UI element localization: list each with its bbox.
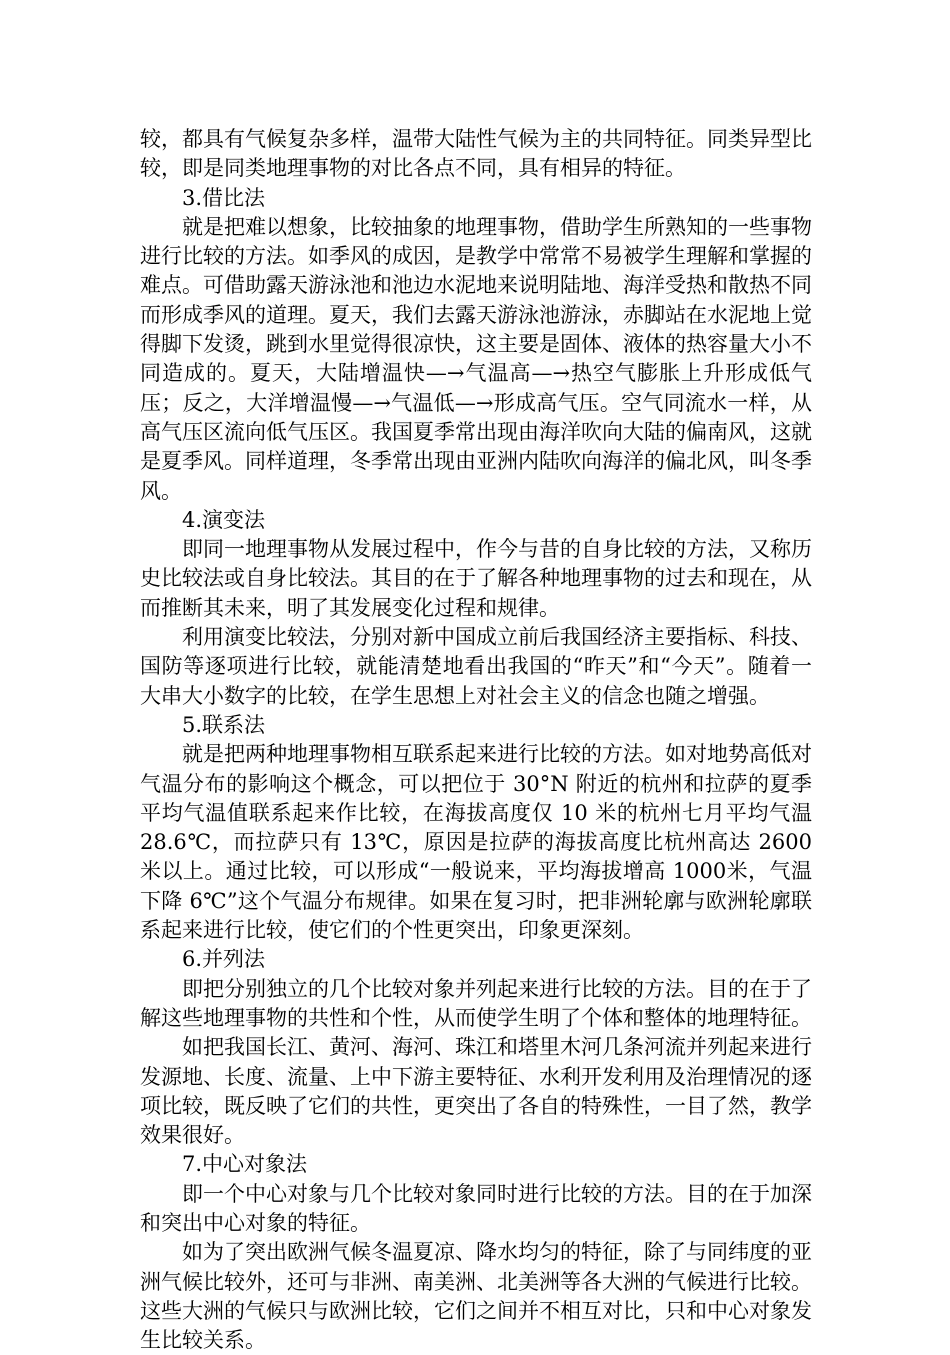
paragraph: 即把分别独立的几个比较对象并列起来进行比较的方法。目的在于了解这些地理事物的共性和个性，从而使学生明了个体和整体的地理特征。 (140, 976, 812, 1030)
section-heading-evolution-method: 4.演变法 (182, 507, 266, 532)
section-heading-borrow-method: 3.借比法 (182, 185, 266, 210)
paragraph: 如把我国长江、黄河、海河、珠江和塔里木河几条河流并列起来进行发源地、长度、流量、上中下游主要特征、水利开发利用及治理情况的逐项比较，既反映了它们的共性，更突出了各自的特殊性，一目了然，教学效果很好。 (140, 1035, 812, 1148)
paragraph-continued: 较，都具有气候复杂多样，温带大陆性气候为主的共同特征。同类异型比较，即是同类地理事物的对比各点不同，具有相异的特征。 (140, 127, 812, 181)
section-heading-central-object-method: 7.中心对象法 (182, 1152, 308, 1177)
section-heading-connection-method: 5.联系法 (182, 712, 266, 737)
section-heading-parallel-method: 6.并列法 (182, 947, 266, 972)
paragraph: 如为了突出欧洲气候冬温夏凉、降水均匀的特征，除了与同纬度的亚洲气候比较外，还可与非洲、南美洲、北美洲等各大洲的气候进行比较。这些大洲的气候只与欧洲比较，它们之间并不相互对比，只和中心对象发生比较关系。 (140, 1240, 812, 1353)
paragraph: 即同一地理事物从发展过程中，作今与昔的自身比较的方法，又称历史比较法或自身比较法。其目的在于了解各种地理事物的过去和现在，从而推断其未来，明了其发展变化过程和规律。 (140, 537, 812, 620)
paragraph: 即一个中心对象与几个比较对象同时进行比较的方法。目的在于加深和突出中心对象的特征。 (140, 1181, 812, 1235)
document-page (140, 125, 812, 1355)
paragraph: 利用演变比较法，分别对新中国成立前后我国经济主要指标、科技、国防等逐项进行比较，就能清楚地看出我国的“昨天”和“今天”。随着一大串大小数字的比较，在学生思想上对社会主义的信念也随之增强。 (140, 625, 812, 708)
paragraph: 就是把难以想象，比较抽象的地理事物，借助学生所熟知的一些事物进行比较的方法。如季风的成因，是教学中常常不易被学生理解和掌握的难点。可借助露天游泳池和池边水泥地来说明陆地、海洋受热和散热不同而形成季风的道理。夏天，我们去露天游泳池游泳，赤脚站在水泥地上觉得脚下发烫，跳到水里觉得很凉快，这主要是固体、液体的热容量大小不同造成的。夏天，大陆增温快—→气温高—→热空气膨胀上升形成低气压；反之，大洋增温慢—→气温低—→形成高气压。空气同流水一样，从高气压区流向低气压区。我国夏季常出现由海洋吹向大陆的偏南风，这就是夏季风。同样道理，冬季常出现由亚洲内陆吹向海洋的偏北风，叫冬季风。 (140, 214, 812, 503)
paragraph: 就是把两种地理事物相互联系起来进行比较的方法。如对地势高低对气温分布的影响这个概念，可以把位于 30°N 附近的杭州和拉萨的夏季平均气温值联系起来作比较，在海拔高度仅 10 米的杭州七月平均气温 28.6℃，而拉萨只有 13℃，原因是拉萨的海拔高度比杭州高达 2600 米以上。通过比较，可以形成“一般说来，平均海拔增高 1000米，气温下降 6℃”这个气温分布规律。如果在复习时，把非洲轮廓与欧洲轮廓联系起来进行比较，使它们的个性更突出，印象更深刻。 (140, 742, 812, 943)
